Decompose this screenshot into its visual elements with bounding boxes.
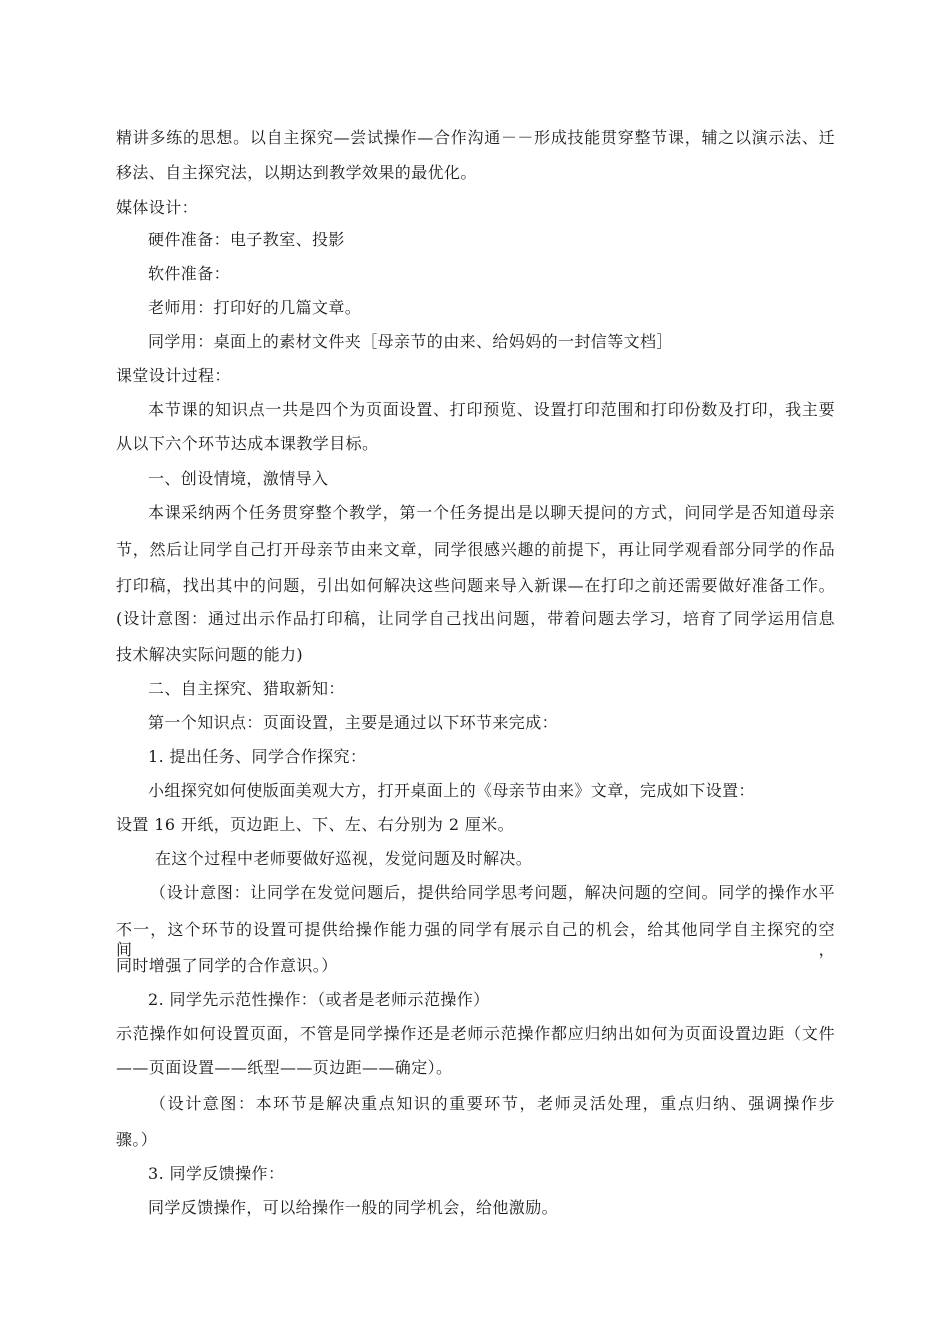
text-line-hardware: 硬件准备：电子教室、投影 — [148, 230, 345, 249]
text-line-27: 示范操作如何设置页面，不管是同学操作还是老师示范操作都应归纳出如何为页面设置边距（文件 — [116, 1024, 835, 1043]
step-2-heading: 2. 同学先示范性操作：（或者是老师示范操作） — [148, 990, 490, 1009]
heading-media-design: 媒体设计： — [116, 198, 199, 217]
text-line-24: 不一，这个环节的设置可提供给操作能力强的同学有展示自己的机会，给其他同学自主探究的空间， — [116, 920, 835, 959]
step-3-heading: 3. 同学反馈操作： — [148, 1164, 285, 1183]
text-line-32: 同学反馈操作，可以给操作一般的同学机会，给他激励。 — [148, 1198, 559, 1217]
text-line-14: 打印稿，找出其中的问题，引出如何解决这些问题来导入新课—在打印之前还需要做好准备工作。 — [116, 576, 835, 595]
text-line-13: 节，然后让同学自己打开母亲节由来文章，同学很感兴趣的前提下，再让同学观看部分同学的作品 — [116, 540, 835, 559]
section-heading-2: 二、自主探究、猎取新知： — [148, 679, 345, 698]
text-line-12: 本课采纳两个任务贯穿整个教学，第一个任务提出是以聊天提问的方式，问同学是否知道母亲 — [148, 503, 835, 522]
text-line-22: 在这个过程中老师要做好巡视，发觉问题及时解决。 — [155, 849, 533, 868]
text-line-30: 骤。） — [116, 1130, 158, 1149]
text-line-25: 同时增强了同学的合作意识。） — [116, 956, 338, 975]
text-line-9: 本节课的知识点一共是四个为页面设置、打印预览、设置打印范围和打印份数及打印，我主要 — [148, 400, 835, 419]
text-line-software: 软件准备： — [148, 264, 231, 283]
section-heading-1: 一、创设情境，激情导入 — [148, 469, 329, 488]
text-line-20: 小组探究如何使版面美观大方，打开桌面上的《母亲节由来》文章，完成如下设置： — [148, 781, 755, 800]
text-line-18: 第一个知识点：页面设置，主要是通过以下环节来完成： — [148, 713, 559, 732]
text-line-29: （设计意图：本环节是解决重点知识的重要环节，老师灵活处理，重点归纳、强调操作步 — [150, 1094, 835, 1113]
text-line-2: 移法、自主探究法，以期达到教学效果的最优化。 — [116, 163, 477, 182]
text-line-10: 从以下六个环节达成本课教学目标。 — [116, 434, 379, 453]
text-line-student: 同学用：桌面上的素材文件夹［母亲节的由来、给妈妈的一封信等文档］ — [148, 332, 673, 351]
text-line-23: （设计意图：让同学在发觉问题后，提供给同学思考问题，解决问题的空间。同学的操作水平 — [150, 883, 835, 902]
text-line-15: (设计意图：通过出示作品打印稿，让同学自己找出问题，带着问题去学习，培育了同学运用信息 — [116, 609, 835, 628]
step-1-heading: 1. 提出任务、同学合作探究： — [148, 747, 367, 766]
text-line-16: 技术解决实际问题的能力) — [116, 645, 304, 664]
text-line-1: 精讲多练的思想。以自主探究—尝试操作—合作沟通－－形成技能贯穿整节课，辅之以演示法、迁 — [116, 128, 835, 147]
heading-class-process: 课堂设计过程： — [116, 366, 231, 385]
text-line-21: 设置 16 开纸，页边距上、下、左、右分别为 2 厘米。 — [116, 815, 515, 834]
text-line-28: ——页面设置——纸型——页边距——确定）。 — [116, 1058, 453, 1077]
text-line-teacher: 老师用：打印好的几篇文章。 — [148, 298, 362, 317]
